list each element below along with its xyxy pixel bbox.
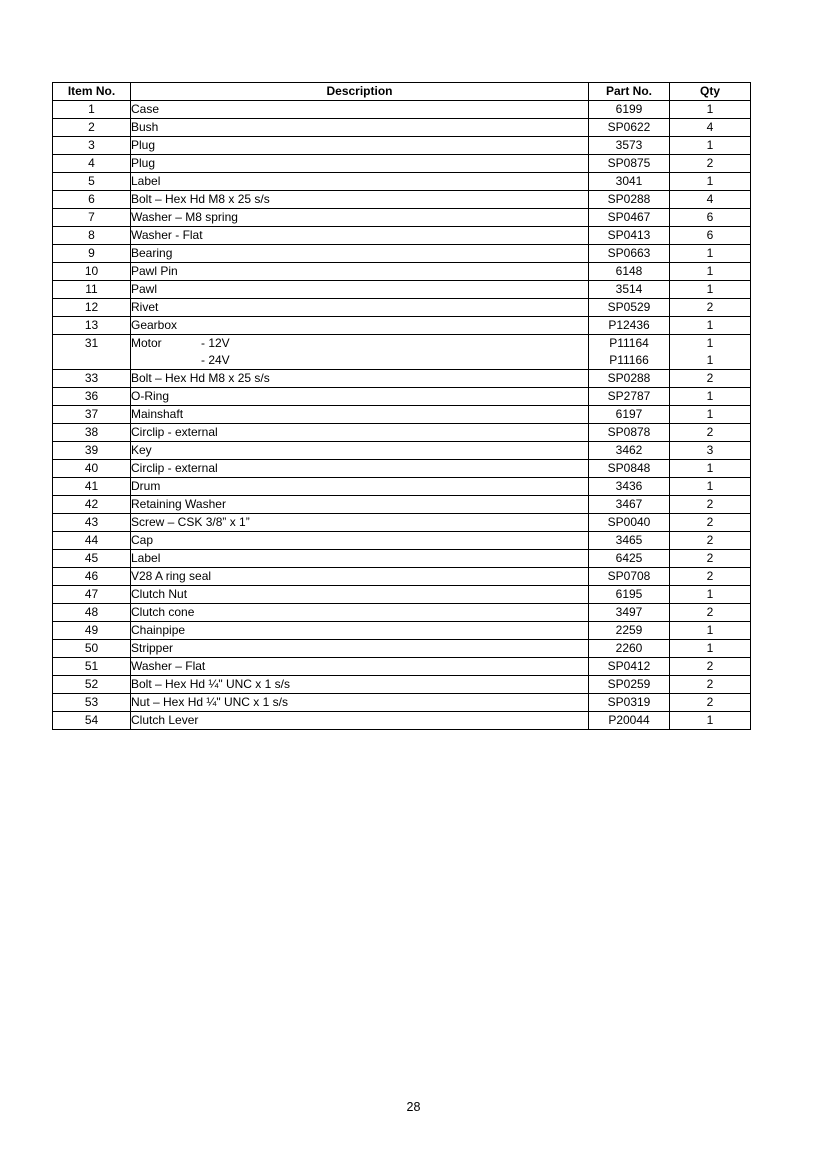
description-cell: Label	[131, 550, 589, 568]
description-cell: Pawl Pin	[131, 263, 589, 281]
table-row	[53, 191, 751, 209]
table-row	[53, 658, 751, 676]
item-no-cell: 54	[53, 712, 131, 730]
description-cell: Clutch Nut	[131, 586, 589, 604]
part-no-cell: SP0467	[589, 209, 670, 227]
table-row	[53, 496, 751, 514]
item-no-cell: 5	[53, 173, 131, 191]
column-header-part-no: Part No.	[589, 83, 670, 101]
part-no-cell: 3573	[589, 137, 670, 155]
part-no-cell: SP0412	[589, 658, 670, 676]
qty-cell: 1	[670, 388, 751, 406]
qty-cell: 6	[670, 209, 751, 227]
item-no-cell: 2	[53, 119, 131, 137]
item-no-cell: 33	[53, 370, 131, 388]
table-row	[53, 209, 751, 227]
qty-cell: 1 1	[670, 335, 751, 370]
item-no-cell: 48	[53, 604, 131, 622]
parts-table-body	[53, 101, 751, 730]
table-row	[53, 317, 751, 335]
table-row	[53, 460, 751, 478]
description-cell: V28 A ring seal	[131, 568, 589, 586]
qty-cell: 4	[670, 119, 751, 137]
qty-cell: 1	[670, 622, 751, 640]
part-no-cell: SP0663	[589, 245, 670, 263]
table-row	[53, 478, 751, 496]
item-no-cell: 4	[53, 155, 131, 173]
item-no-cell: 36	[53, 388, 131, 406]
description-cell: Cap	[131, 532, 589, 550]
table-row	[53, 604, 751, 622]
part-no-cell: 3514	[589, 281, 670, 299]
table-row	[53, 137, 751, 155]
item-no-cell: 31	[53, 335, 131, 370]
part-no-cell: SP0622	[589, 119, 670, 137]
table-row	[53, 424, 751, 442]
qty-cell: 1	[670, 460, 751, 478]
item-no-cell: 38	[53, 424, 131, 442]
part-no-cell: 3467	[589, 496, 670, 514]
qty-cell: 2	[670, 514, 751, 532]
item-no-cell: 8	[53, 227, 131, 245]
item-no-cell: 47	[53, 586, 131, 604]
table-row	[53, 550, 751, 568]
qty-cell: 1	[670, 478, 751, 496]
item-no-cell: 53	[53, 694, 131, 712]
description-cell: Pawl	[131, 281, 589, 299]
table-row	[53, 388, 751, 406]
qty-cell: 1	[670, 640, 751, 658]
item-no-cell: 45	[53, 550, 131, 568]
item-no-cell: 46	[53, 568, 131, 586]
description-label: Motor	[131, 336, 162, 350]
part-no-cell: 3041	[589, 173, 670, 191]
table-row	[53, 155, 751, 173]
item-no-cell: 42	[53, 496, 131, 514]
item-no-cell: 6	[53, 191, 131, 209]
table-row	[53, 694, 751, 712]
qty-cell: 2	[670, 568, 751, 586]
item-no-cell: 12	[53, 299, 131, 317]
description-cell: Stripper	[131, 640, 589, 658]
part-no-cell: SP2787	[589, 388, 670, 406]
table-row	[53, 227, 751, 245]
part-no-cell: 6197	[589, 406, 670, 424]
item-no-cell: 50	[53, 640, 131, 658]
qty-cell: 2	[670, 299, 751, 317]
description-cell: Bolt – Hex Hd M8 x 25 s/s	[131, 191, 589, 209]
qty-cell: 2	[670, 532, 751, 550]
table-row	[53, 622, 751, 640]
item-no-cell: 10	[53, 263, 131, 281]
part-no-cell: P20044	[589, 712, 670, 730]
part-no-cell: SP0288	[589, 191, 670, 209]
description-cell: Chainpipe	[131, 622, 589, 640]
table-row	[53, 532, 751, 550]
column-header-description: Description	[131, 83, 589, 101]
part-no-cell: 2260	[589, 640, 670, 658]
description-cell: Circlip - external	[131, 424, 589, 442]
part-no-cell: 3465	[589, 532, 670, 550]
qty-cell: 1	[670, 101, 751, 119]
table-row	[53, 370, 751, 388]
item-no-cell: 40	[53, 460, 131, 478]
part-no-cell: 3497	[589, 604, 670, 622]
item-no-cell: 1	[53, 101, 131, 119]
item-no-cell: 51	[53, 658, 131, 676]
table-row	[53, 263, 751, 281]
qty-cell: 2	[670, 604, 751, 622]
header-row	[53, 83, 751, 101]
description-cell: Screw – CSK 3/8” x 1”	[131, 514, 589, 532]
part-no-cell: SP0288	[589, 370, 670, 388]
table-row	[53, 173, 751, 191]
item-no-cell: 43	[53, 514, 131, 532]
item-no-cell: 39	[53, 442, 131, 460]
parts-table-header	[53, 83, 751, 101]
part-no-cell: SP0848	[589, 460, 670, 478]
description-cell: Case	[131, 101, 589, 119]
description-cell: Bearing	[131, 245, 589, 263]
description-cell: Clutch cone	[131, 604, 589, 622]
qty-cell: 2	[670, 424, 751, 442]
table-row	[53, 586, 751, 604]
qty-cell: 1	[670, 263, 751, 281]
part-no-cell: SP0319	[589, 694, 670, 712]
table-row	[53, 676, 751, 694]
qty-cell: 1	[670, 281, 751, 299]
description-cell: Plug	[131, 137, 589, 155]
description-cell: Clutch Lever	[131, 712, 589, 730]
qty-cell: 2	[670, 155, 751, 173]
qty-cell: 1	[670, 406, 751, 424]
part-no-cell: SP0708	[589, 568, 670, 586]
qty-cell: 2	[670, 694, 751, 712]
description-cell: Bolt – Hex Hd M8 x 25 s/s	[131, 370, 589, 388]
qty-cell: 4	[670, 191, 751, 209]
description-cell: Mainshaft	[131, 406, 589, 424]
description-cell: Rivet	[131, 299, 589, 317]
column-header-qty: Qty	[670, 83, 751, 101]
table-row	[53, 712, 751, 730]
table-row	[53, 299, 751, 317]
qty-cell: 1	[670, 137, 751, 155]
part-no-cell: 3436	[589, 478, 670, 496]
part-no-cell: 6148	[589, 263, 670, 281]
item-no-cell: 3	[53, 137, 131, 155]
item-no-cell: 11	[53, 281, 131, 299]
description-cell: Plug	[131, 155, 589, 173]
part-no-cell: SP0259	[589, 676, 670, 694]
description-cell: Retaining Washer	[131, 496, 589, 514]
part-no-cell: SP0529	[589, 299, 670, 317]
parts-table	[52, 82, 751, 730]
item-no-cell: 41	[53, 478, 131, 496]
description-cell: Gearbox	[131, 317, 589, 335]
table-row	[53, 281, 751, 299]
description-cell: Washer - Flat	[131, 227, 589, 245]
description-cell: Washer – M8 spring	[131, 209, 589, 227]
qty-cell: 1	[670, 317, 751, 335]
table-row	[53, 119, 751, 137]
item-no-cell: 37	[53, 406, 131, 424]
qty-cell: 2	[670, 676, 751, 694]
qty-cell: 2	[670, 496, 751, 514]
column-header-item-no: Item No.	[53, 83, 131, 101]
item-no-cell: 44	[53, 532, 131, 550]
description-cell: Nut – Hex Hd ¼" UNC x 1 s/s	[131, 694, 589, 712]
table-row	[53, 245, 751, 263]
item-no-cell: 7	[53, 209, 131, 227]
item-no-cell: 9	[53, 245, 131, 263]
page-number: 28	[406, 1100, 421, 1114]
qty-cell: 1	[670, 245, 751, 263]
item-no-cell: 49	[53, 622, 131, 640]
qty-cell: 1	[670, 173, 751, 191]
part-no-cell: SP0040	[589, 514, 670, 532]
table-row	[53, 335, 751, 370]
part-no-cell: 2259	[589, 622, 670, 640]
table-row	[53, 640, 751, 658]
part-no-cell: P12436	[589, 317, 670, 335]
description-cell: Key	[131, 442, 589, 460]
table-row	[53, 101, 751, 119]
qty-cell: 3	[670, 442, 751, 460]
qty-cell: 2	[670, 550, 751, 568]
table-row	[53, 406, 751, 424]
table-row	[53, 568, 751, 586]
part-no-cell: 6425	[589, 550, 670, 568]
description-cell: Motor - 12V - 24V	[131, 335, 589, 370]
part-no-cell: 6195	[589, 586, 670, 604]
description-cell: Circlip - external	[131, 460, 589, 478]
description-cell: O-Ring	[131, 388, 589, 406]
description-cell: Drum	[131, 478, 589, 496]
table-row	[53, 442, 751, 460]
qty-cell: 2	[670, 370, 751, 388]
qty-cell: 1	[670, 712, 751, 730]
qty-cell: 2	[670, 658, 751, 676]
part-no-cell: 3462	[589, 442, 670, 460]
item-no-cell: 52	[53, 676, 131, 694]
item-no-cell: 13	[53, 317, 131, 335]
part-no-cell: SP0413	[589, 227, 670, 245]
description-cell: Label	[131, 173, 589, 191]
description-cell: Bolt – Hex Hd ¼" UNC x 1 s/s	[131, 676, 589, 694]
description-cell: Bush	[131, 119, 589, 137]
part-no-cell: 6199	[589, 101, 670, 119]
part-no-cell: SP0875	[589, 155, 670, 173]
qty-cell: 1	[670, 586, 751, 604]
description-cell: Washer – Flat	[131, 658, 589, 676]
part-no-cell: SP0878	[589, 424, 670, 442]
table-row	[53, 514, 751, 532]
part-no-cell: P11164 P11166	[589, 335, 670, 370]
qty-cell: 6	[670, 227, 751, 245]
